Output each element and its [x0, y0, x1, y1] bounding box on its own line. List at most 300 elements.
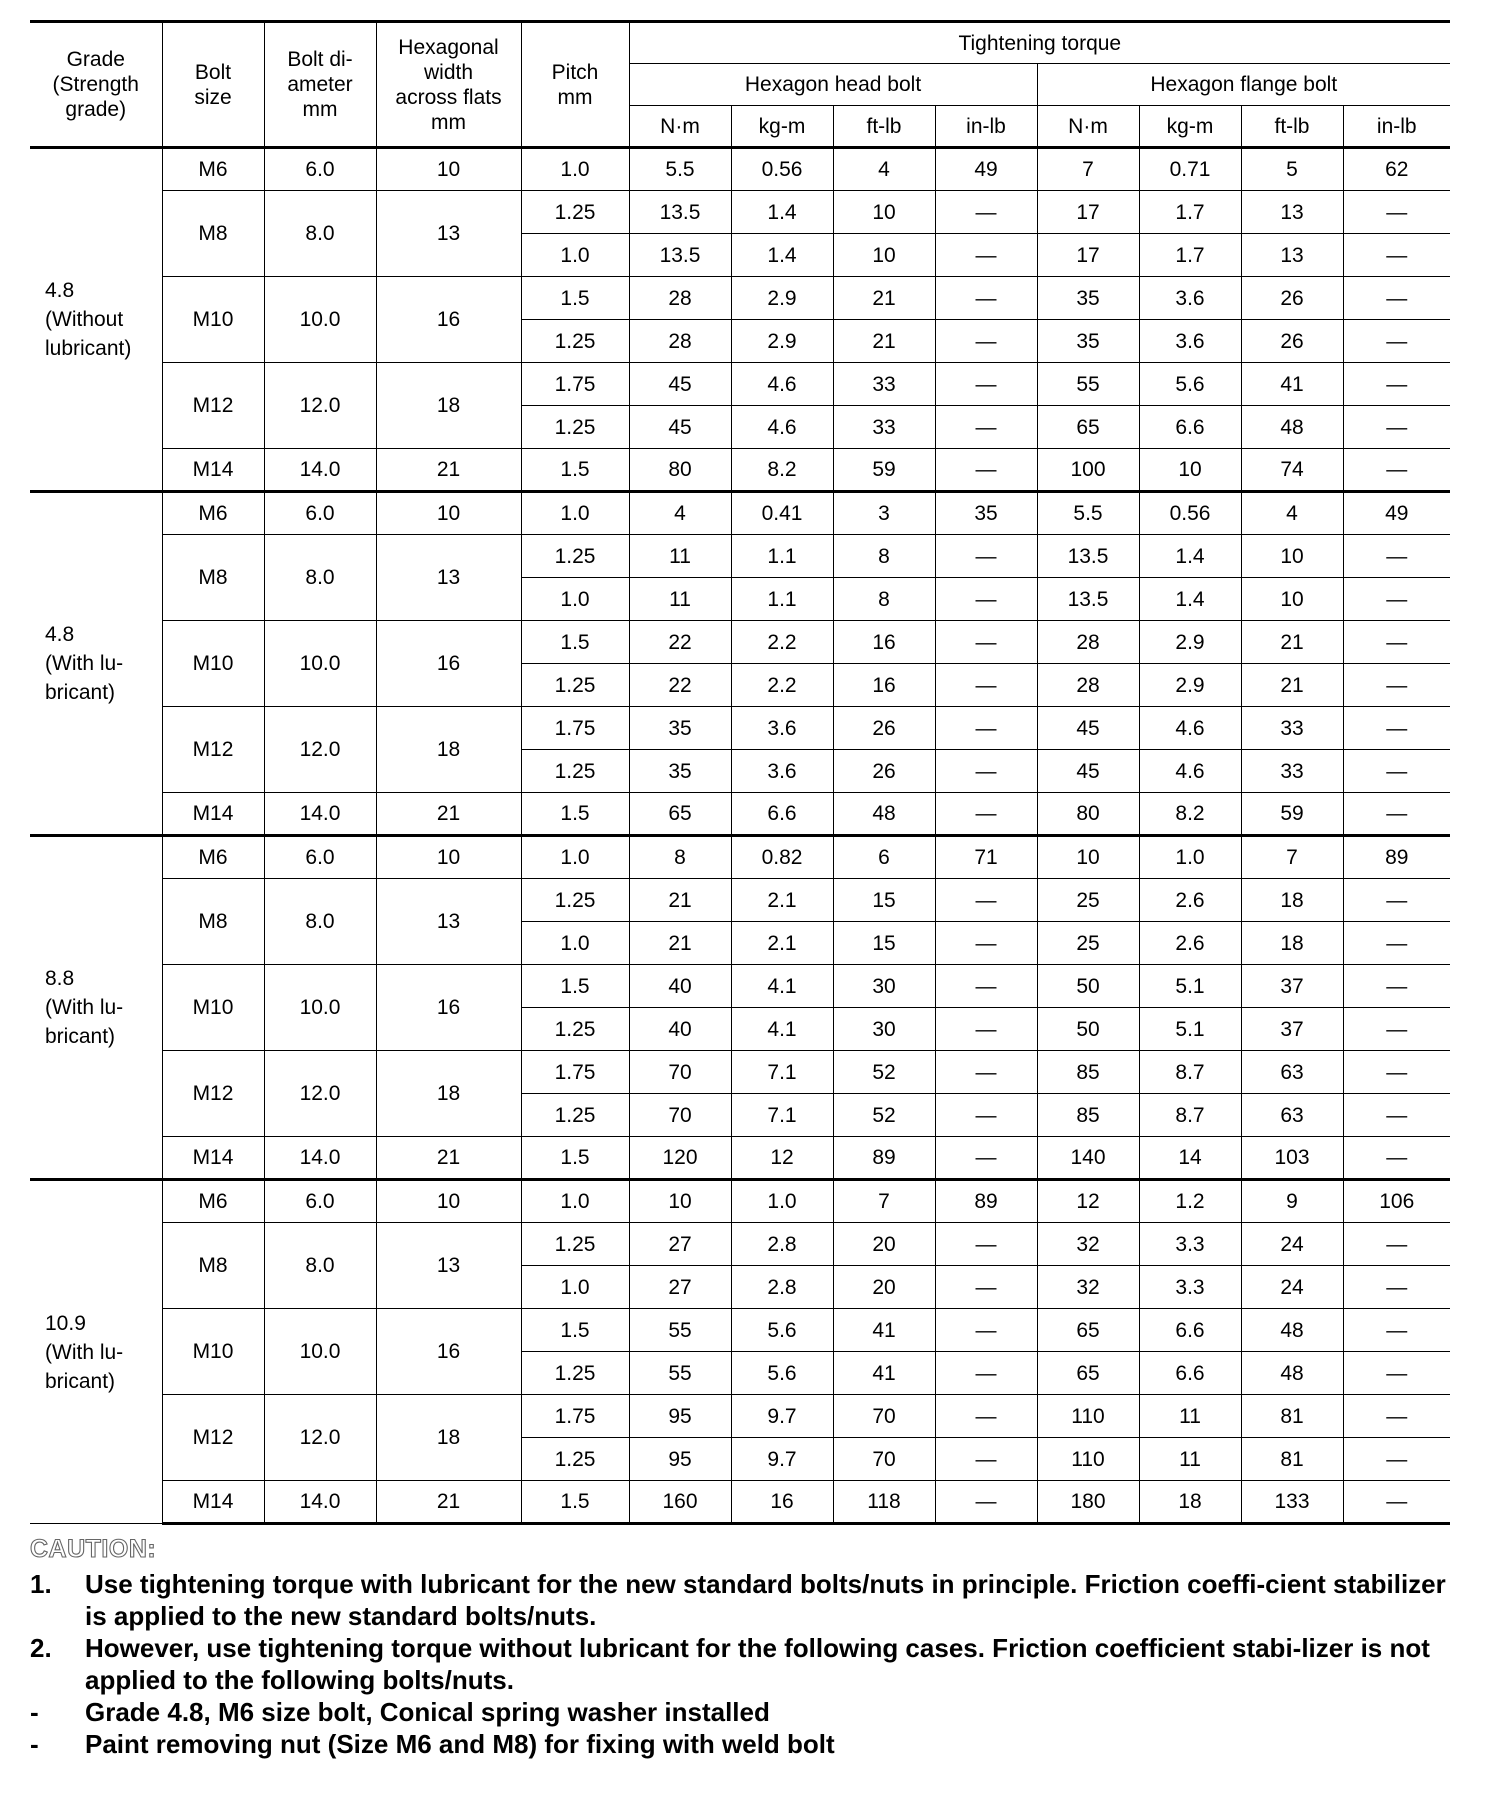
head-ftlb-cell: 10	[833, 191, 935, 234]
pitch-cell: 1.5	[521, 1137, 629, 1180]
flange-nm-cell: 5.5	[1037, 492, 1139, 535]
flange-inlb-cell: —	[1343, 793, 1450, 836]
pitch-cell: 1.0	[521, 1266, 629, 1309]
head-ftlb-cell: 41	[833, 1352, 935, 1395]
grade-label-line: (Without	[45, 308, 124, 331]
head-inlb-cell: 35	[935, 492, 1037, 535]
flange-kgm-cell: 14	[1139, 1137, 1241, 1180]
flange-ftlb-cell: 18	[1241, 922, 1343, 965]
head-kgm-cell: 0.82	[731, 836, 833, 879]
head-inlb-cell: —	[935, 1008, 1037, 1051]
hex-width-cell: 10	[376, 492, 521, 535]
flange-kgm-cell: 0.71	[1139, 148, 1241, 191]
hex-width-cell: 21	[376, 1137, 521, 1180]
flange-nm-cell: 50	[1037, 1008, 1139, 1051]
grade-label-line: 8.8	[45, 967, 75, 990]
table-row	[30, 1395, 1450, 1438]
head-nm-cell: 35	[629, 707, 731, 750]
head-kgm-cell: 2.2	[731, 664, 833, 707]
flange-ftlb-cell: 48	[1241, 1309, 1343, 1352]
bolt-size-cell: M8	[162, 1223, 264, 1309]
head-ftlb-cell: 70	[833, 1438, 935, 1481]
hex-width-cell: 21	[376, 793, 521, 836]
head-ftlb-cell: 20	[833, 1266, 935, 1309]
bolt-size-cell: M14	[162, 793, 264, 836]
hex-width-cell: 18	[376, 1395, 521, 1481]
hex-width-cell: 18	[376, 363, 521, 449]
bolt-size-cell: M14	[162, 1481, 264, 1524]
head-ftlb-cell: 8	[833, 578, 935, 621]
head-nm-cell: 22	[629, 664, 731, 707]
table-row	[30, 621, 1450, 664]
flange-kgm-cell: 8.2	[1139, 793, 1241, 836]
flange-inlb-cell: —	[1343, 879, 1450, 922]
hex-width-cell: 10	[376, 1180, 521, 1223]
head-kgm-cell: 12	[731, 1137, 833, 1180]
bolt-diameter-cell: 12.0	[264, 707, 376, 793]
hex-width-cell: 16	[376, 277, 521, 363]
flange-nm-cell: 110	[1037, 1438, 1139, 1481]
note-marker: 1.	[30, 1569, 52, 1599]
head-inlb-cell: —	[935, 1137, 1037, 1180]
bolt-size-cell: M8	[162, 191, 264, 277]
flange-ftlb-cell: 4	[1241, 492, 1343, 535]
table-row	[30, 191, 1450, 234]
hex-width-cell: 18	[376, 707, 521, 793]
head-nm-cell: 55	[629, 1352, 731, 1395]
head-ftlb-cell: 30	[833, 1008, 935, 1051]
flange-ftlb-cell: 18	[1241, 879, 1343, 922]
header-bolt-diameter: Bolt di- ameter mm	[264, 22, 376, 148]
note-marker: -	[30, 1729, 39, 1759]
pitch-cell: 1.0	[521, 578, 629, 621]
head-inlb-cell: —	[935, 664, 1037, 707]
head-inlb-cell: —	[935, 1352, 1037, 1395]
table-row	[30, 535, 1450, 578]
flange-nm-cell: 80	[1037, 793, 1139, 836]
flange-kgm-cell: 4.6	[1139, 750, 1241, 793]
flange-ftlb-cell: 63	[1241, 1094, 1343, 1137]
flange-ftlb-cell: 10	[1241, 578, 1343, 621]
flange-ftlb-cell: 7	[1241, 836, 1343, 879]
caution-notes	[30, 1568, 1450, 1760]
flange-nm-cell: 17	[1037, 234, 1139, 277]
flange-ftlb-cell: 81	[1241, 1438, 1343, 1481]
flange-kgm-cell: 10	[1139, 449, 1241, 492]
flange-nm-cell: 45	[1037, 707, 1139, 750]
head-nm-cell: 13.5	[629, 234, 731, 277]
head-inlb-cell: —	[935, 1223, 1037, 1266]
pitch-cell: 1.25	[521, 1008, 629, 1051]
head-ftlb-cell: 89	[833, 1137, 935, 1180]
flange-nm-cell: 25	[1037, 879, 1139, 922]
head-kgm-cell: 7.1	[731, 1094, 833, 1137]
note-marker: 2.	[30, 1633, 52, 1663]
flange-inlb-cell: —	[1343, 1008, 1450, 1051]
flange-nm-cell: 65	[1037, 1309, 1139, 1352]
head-kgm-cell: 1.1	[731, 578, 833, 621]
flange-inlb-cell: —	[1343, 234, 1450, 277]
flange-nm-cell: 100	[1037, 449, 1139, 492]
flange-inlb-cell: —	[1343, 1395, 1450, 1438]
head-nm-cell: 35	[629, 750, 731, 793]
flange-nm-cell: 55	[1037, 363, 1139, 406]
caution-note	[30, 1568, 1450, 1632]
flange-nm-cell: 17	[1037, 191, 1139, 234]
head-nm-cell: 10	[629, 1180, 731, 1223]
flange-kgm-cell: 1.2	[1139, 1180, 1241, 1223]
flange-kgm-cell: 11	[1139, 1438, 1241, 1481]
head-nm-cell: 70	[629, 1051, 731, 1094]
head-ftlb-cell: 4	[833, 148, 935, 191]
flange-kgm-cell: 3.3	[1139, 1266, 1241, 1309]
pitch-cell: 1.5	[521, 449, 629, 492]
pitch-cell: 1.0	[521, 1180, 629, 1223]
bolt-diameter-cell: 14.0	[264, 449, 376, 492]
pitch-cell: 1.0	[521, 234, 629, 277]
flange-inlb-cell: —	[1343, 191, 1450, 234]
head-ftlb-cell: 8	[833, 535, 935, 578]
head-inlb-cell: —	[935, 793, 1037, 836]
head-nm-cell: 11	[629, 535, 731, 578]
head-nm-cell: 27	[629, 1266, 731, 1309]
grade-label-line: bricant)	[45, 1025, 116, 1048]
flange-kgm-cell: 6.6	[1139, 1309, 1241, 1352]
bolt-diameter-cell: 6.0	[264, 492, 376, 535]
head-kgm-cell: 5.6	[731, 1352, 833, 1395]
head-inlb-cell: —	[935, 578, 1037, 621]
head-inlb-cell: —	[935, 449, 1037, 492]
flange-nm-cell: 110	[1037, 1395, 1139, 1438]
head-inlb-cell: —	[935, 1309, 1037, 1352]
head-inlb-cell: —	[935, 965, 1037, 1008]
head-nm-cell: 65	[629, 793, 731, 836]
flange-inlb-cell: —	[1343, 578, 1450, 621]
flange-inlb-cell: —	[1343, 922, 1450, 965]
flange-kgm-cell: 3.3	[1139, 1223, 1241, 1266]
hex-width-cell: 18	[376, 1051, 521, 1137]
head-inlb-cell: —	[935, 879, 1037, 922]
flange-ftlb-cell: 21	[1241, 664, 1343, 707]
head-nm-cell: 95	[629, 1438, 731, 1481]
flange-nm-cell: 28	[1037, 621, 1139, 664]
grade-label-line: 4.8	[45, 279, 75, 302]
head-inlb-cell: 71	[935, 836, 1037, 879]
head-inlb-cell: —	[935, 320, 1037, 363]
flange-kgm-cell: 3.6	[1139, 320, 1241, 363]
flange-nm-cell: 50	[1037, 965, 1139, 1008]
head-nm-cell: 40	[629, 1008, 731, 1051]
head-nm-cell: 5.5	[629, 148, 731, 191]
note-text: Use tightening torque with lubricant for the new standard bolts/nuts in principle. Friction coeffi-cient stabilizer is applied to the new standard bolts/nuts.	[85, 1569, 1446, 1631]
grade-label-line: 4.8	[45, 623, 75, 646]
flange-nm-cell: 13.5	[1037, 578, 1139, 621]
head-inlb-cell: —	[935, 750, 1037, 793]
flange-ftlb-cell: 24	[1241, 1266, 1343, 1309]
flange-kgm-cell: 2.9	[1139, 664, 1241, 707]
hex-width-cell: 13	[376, 879, 521, 965]
head-inlb-cell: —	[935, 234, 1037, 277]
flange-nm-cell: 180	[1037, 1481, 1139, 1524]
unit-flange-ftlb: ft-lb	[1241, 106, 1343, 148]
grade-cell	[30, 492, 162, 836]
flange-kgm-cell: 8.7	[1139, 1094, 1241, 1137]
head-nm-cell: 70	[629, 1094, 731, 1137]
bolt-diameter-cell: 8.0	[264, 879, 376, 965]
head-nm-cell: 80	[629, 449, 731, 492]
head-inlb-cell: —	[935, 1094, 1037, 1137]
head-kgm-cell: 4.1	[731, 1008, 833, 1051]
head-kgm-cell: 1.4	[731, 191, 833, 234]
head-kgm-cell: 9.7	[731, 1438, 833, 1481]
head-ftlb-cell: 16	[833, 664, 935, 707]
header-bolt-size: Bolt size	[162, 22, 264, 148]
hex-width-cell: 13	[376, 191, 521, 277]
flange-kgm-cell: 5.6	[1139, 363, 1241, 406]
flange-ftlb-cell: 24	[1241, 1223, 1343, 1266]
table-row	[30, 449, 1450, 492]
flange-kgm-cell: 2.6	[1139, 879, 1241, 922]
bolt-size-cell: M12	[162, 1395, 264, 1481]
flange-inlb-cell: —	[1343, 1094, 1450, 1137]
table-row	[30, 1309, 1450, 1352]
flange-nm-cell: 65	[1037, 406, 1139, 449]
flange-ftlb-cell: 5	[1241, 148, 1343, 191]
head-nm-cell: 40	[629, 965, 731, 1008]
flange-ftlb-cell: 37	[1241, 965, 1343, 1008]
unit-flange-nm: N·m	[1037, 106, 1139, 148]
flange-kgm-cell: 8.7	[1139, 1051, 1241, 1094]
bolt-size-cell: M12	[162, 707, 264, 793]
table-row	[30, 1481, 1450, 1524]
flange-ftlb-cell: 21	[1241, 621, 1343, 664]
flange-nm-cell: 13.5	[1037, 535, 1139, 578]
head-ftlb-cell: 3	[833, 492, 935, 535]
pitch-cell: 1.75	[521, 363, 629, 406]
header-hex-head-bolt: Hexagon head bolt	[629, 64, 1037, 106]
grade-label-line: bricant)	[45, 1369, 116, 1393]
head-kgm-cell: 3.6	[731, 750, 833, 793]
flange-inlb-cell: —	[1343, 449, 1450, 492]
head-inlb-cell: —	[935, 1266, 1037, 1309]
head-kgm-cell: 1.4	[731, 234, 833, 277]
head-kgm-cell: 0.56	[731, 148, 833, 191]
pitch-cell: 1.0	[521, 836, 629, 879]
header-hex-flange-bolt: Hexagon flange bolt	[1037, 64, 1450, 106]
flange-inlb-cell: —	[1343, 406, 1450, 449]
grade-cell	[30, 836, 162, 1180]
flange-inlb-cell: —	[1343, 1481, 1450, 1524]
pitch-cell: 1.0	[521, 922, 629, 965]
flange-kgm-cell: 6.6	[1139, 406, 1241, 449]
head-kgm-cell: 4.1	[731, 965, 833, 1008]
bolt-diameter-cell: 6.0	[264, 836, 376, 879]
grade-label-line: (With lu-	[45, 996, 124, 1019]
flange-inlb-cell: —	[1343, 1266, 1450, 1309]
pitch-cell: 1.25	[521, 750, 629, 793]
pitch-cell: 1.25	[521, 406, 629, 449]
head-ftlb-cell: 33	[833, 406, 935, 449]
unit-head-ftlb: ft-lb	[833, 106, 935, 148]
flange-kgm-cell: 2.6	[1139, 922, 1241, 965]
table-body	[30, 148, 1450, 1524]
head-inlb-cell: —	[935, 922, 1037, 965]
head-nm-cell: 28	[629, 277, 731, 320]
flange-nm-cell: 85	[1037, 1051, 1139, 1094]
head-nm-cell: 45	[629, 406, 731, 449]
flange-nm-cell: 10	[1037, 836, 1139, 879]
flange-nm-cell: 65	[1037, 1352, 1139, 1395]
head-inlb-cell: 49	[935, 148, 1037, 191]
table-row	[30, 707, 1450, 750]
pitch-cell: 1.25	[521, 535, 629, 578]
bolt-size-cell: M10	[162, 621, 264, 707]
head-inlb-cell: —	[935, 191, 1037, 234]
flange-inlb-cell: 49	[1343, 492, 1450, 535]
flange-ftlb-cell: 59	[1241, 793, 1343, 836]
flange-inlb-cell: —	[1343, 1438, 1450, 1481]
hex-width-cell: 16	[376, 1309, 521, 1395]
flange-kgm-cell: 18	[1139, 1481, 1241, 1524]
pitch-cell: 1.0	[521, 148, 629, 191]
bolt-size-cell: M6	[162, 148, 264, 191]
pitch-cell: 1.25	[521, 664, 629, 707]
header-grade: Grade (Strength grade)	[30, 22, 162, 148]
head-inlb-cell: —	[935, 535, 1037, 578]
flange-ftlb-cell: 26	[1241, 320, 1343, 363]
note-text: However, use tightening torque without lubricant for the following cases. Friction coefficient stabi-lizer is not applied to the following bolts/nuts.	[85, 1633, 1430, 1695]
flange-ftlb-cell: 41	[1241, 363, 1343, 406]
hex-width-cell: 10	[376, 836, 521, 879]
unit-flange-inlb: in-lb	[1343, 106, 1450, 148]
pitch-cell: 1.25	[521, 1223, 629, 1266]
unit-head-inlb: in-lb	[935, 106, 1037, 148]
table-row	[30, 277, 1450, 320]
flange-nm-cell: 25	[1037, 922, 1139, 965]
pitch-cell: 1.75	[521, 1395, 629, 1438]
head-inlb-cell: —	[935, 277, 1037, 320]
pitch-cell: 1.25	[521, 320, 629, 363]
bolt-diameter-cell: 10.0	[264, 965, 376, 1051]
unit-head-kgm: kg-m	[731, 106, 833, 148]
bolt-diameter-cell: 14.0	[264, 793, 376, 836]
flange-ftlb-cell: 33	[1241, 707, 1343, 750]
bolt-size-cell: M10	[162, 965, 264, 1051]
pitch-cell: 1.0	[521, 492, 629, 535]
note-marker: -	[30, 1697, 39, 1727]
flange-ftlb-cell: 74	[1241, 449, 1343, 492]
flange-inlb-cell: —	[1343, 1309, 1450, 1352]
head-ftlb-cell: 21	[833, 320, 935, 363]
flange-nm-cell: 32	[1037, 1266, 1139, 1309]
head-nm-cell: 55	[629, 1309, 731, 1352]
flange-nm-cell: 32	[1037, 1223, 1139, 1266]
head-kgm-cell: 0.41	[731, 492, 833, 535]
table-row	[30, 836, 1450, 879]
flange-kgm-cell: 2.9	[1139, 621, 1241, 664]
table-row	[30, 1137, 1450, 1180]
head-ftlb-cell: 59	[833, 449, 935, 492]
flange-kgm-cell: 1.7	[1139, 234, 1241, 277]
head-nm-cell: 45	[629, 363, 731, 406]
head-inlb-cell: —	[935, 1395, 1037, 1438]
bolt-size-cell: M14	[162, 1137, 264, 1180]
table-row	[30, 492, 1450, 535]
head-kgm-cell: 4.6	[731, 363, 833, 406]
head-ftlb-cell: 26	[833, 707, 935, 750]
flange-inlb-cell: —	[1343, 535, 1450, 578]
head-nm-cell: 4	[629, 492, 731, 535]
flange-kgm-cell: 1.4	[1139, 578, 1241, 621]
flange-nm-cell: 12	[1037, 1180, 1139, 1223]
flange-ftlb-cell: 48	[1241, 406, 1343, 449]
flange-ftlb-cell: 103	[1241, 1137, 1343, 1180]
hex-width-cell: 21	[376, 1481, 521, 1524]
head-kgm-cell: 1.1	[731, 535, 833, 578]
bolt-diameter-cell: 14.0	[264, 1481, 376, 1524]
head-kgm-cell: 7.1	[731, 1051, 833, 1094]
pitch-cell: 1.25	[521, 879, 629, 922]
flange-inlb-cell: —	[1343, 664, 1450, 707]
grade-label-line: lubricant)	[45, 337, 132, 360]
flange-nm-cell: 35	[1037, 320, 1139, 363]
bolt-diameter-cell: 10.0	[264, 621, 376, 707]
flange-ftlb-cell: 133	[1241, 1481, 1343, 1524]
grade-label-line: (With lu-	[45, 1340, 124, 1364]
bolt-size-cell: M10	[162, 1309, 264, 1395]
table-row	[30, 1180, 1450, 1223]
head-kgm-cell: 8.2	[731, 449, 833, 492]
table-row	[30, 793, 1450, 836]
head-kgm-cell: 2.1	[731, 879, 833, 922]
head-kgm-cell: 5.6	[731, 1309, 833, 1352]
bolt-size-cell: M14	[162, 449, 264, 492]
flange-ftlb-cell: 48	[1241, 1352, 1343, 1395]
head-ftlb-cell: 118	[833, 1481, 935, 1524]
caution-title: CAUTION:	[30, 1535, 157, 1563]
head-nm-cell: 11	[629, 578, 731, 621]
flange-kgm-cell: 4.6	[1139, 707, 1241, 750]
grade-cell	[30, 1180, 162, 1524]
flange-inlb-cell: 89	[1343, 836, 1450, 879]
head-inlb-cell: —	[935, 1481, 1037, 1524]
head-kgm-cell: 2.9	[731, 277, 833, 320]
flange-kgm-cell: 5.1	[1139, 1008, 1241, 1051]
flange-nm-cell: 85	[1037, 1094, 1139, 1137]
note-text: Grade 4.8, M6 size bolt, Conical spring washer installed	[85, 1697, 770, 1727]
head-nm-cell: 95	[629, 1395, 731, 1438]
head-ftlb-cell: 20	[833, 1223, 935, 1266]
head-ftlb-cell: 15	[833, 922, 935, 965]
bolt-size-cell: M8	[162, 879, 264, 965]
table-row	[30, 363, 1450, 406]
flange-kgm-cell: 5.1	[1139, 965, 1241, 1008]
bolt-size-cell: M12	[162, 363, 264, 449]
bolt-diameter-cell: 8.0	[264, 1223, 376, 1309]
header-pitch: Pitch mm	[521, 22, 629, 148]
head-ftlb-cell: 33	[833, 363, 935, 406]
hex-width-cell: 10	[376, 148, 521, 191]
head-nm-cell: 8	[629, 836, 731, 879]
head-ftlb-cell: 15	[833, 879, 935, 922]
bolt-diameter-cell: 10.0	[264, 277, 376, 363]
head-inlb-cell: —	[935, 406, 1037, 449]
head-inlb-cell: —	[935, 1051, 1037, 1094]
head-inlb-cell: —	[935, 707, 1037, 750]
flange-ftlb-cell: 9	[1241, 1180, 1343, 1223]
head-kgm-cell: 6.6	[731, 793, 833, 836]
flange-ftlb-cell: 33	[1241, 750, 1343, 793]
